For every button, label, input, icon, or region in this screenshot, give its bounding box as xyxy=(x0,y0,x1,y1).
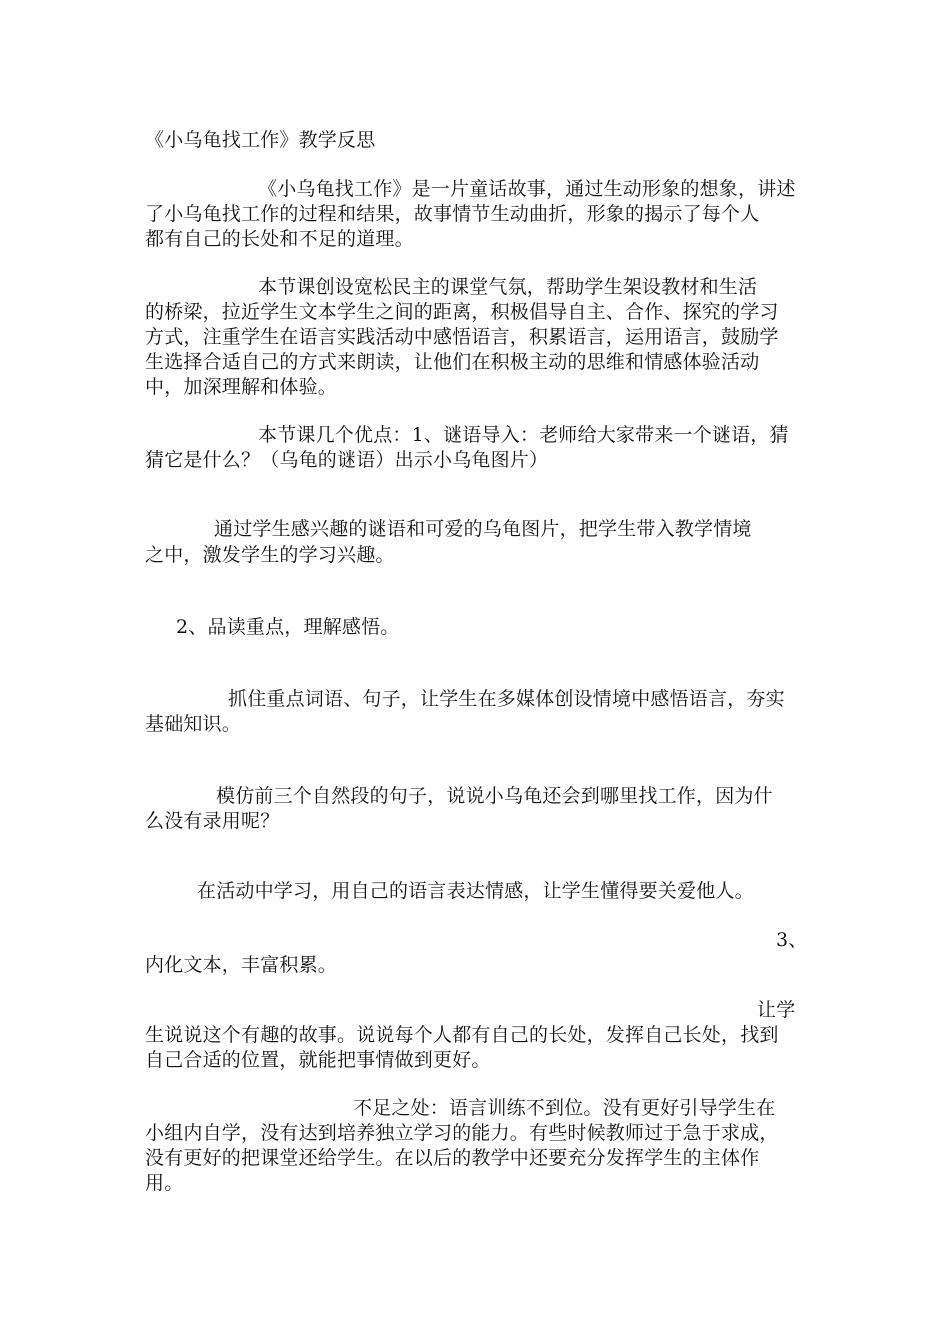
paragraph-line: 本节课创设宽松民主的课堂气氛，帮助学生架设教材和生活 xyxy=(258,276,758,298)
paragraph-line: 模仿前三个自然段的句子，说说小乌龟还会到哪里找工作，因为什 xyxy=(216,785,773,807)
paragraph-line: 抓住重点词语、句子，让学生在多媒体创设情境中感悟语言，夯实 xyxy=(228,688,785,710)
paragraph-line: 2、品读重点，理解感悟。 xyxy=(176,616,400,638)
paragraph-line: 小组内自学，没有达到培养独立学习的能力。有些时候教师过于急于求成， xyxy=(145,1122,779,1144)
paragraph-line: 的桥梁，拉近学生文本学生之间的距离，积极倡导自主、合作、探究的学习 xyxy=(145,301,779,323)
paragraph-line: 没有更好的把课堂还给学生。在以后的教学中还要充分发挥学生的主体作 xyxy=(145,1147,760,1169)
paragraph-line: 么没有录用呢？ xyxy=(145,810,280,832)
paragraph-line: 本节课几个优点：1、谜语导入：老师给大家带来一个谜语，猜 xyxy=(258,424,789,446)
paragraph-line: 都有自己的长处和不足的道理。 xyxy=(145,228,414,250)
paragraph-line: 生选择合适自己的方式来朗读，让他们在积极主动的思维和情感体验活动 xyxy=(145,351,760,373)
paragraph-line: 通过学生感兴趣的谜语和可爱的乌龟图片，把学生带入教学情境 xyxy=(214,518,752,540)
paragraph-line: 生说说这个有趣的故事。说说每个人都有自己的长处，发挥自己长处，找到 xyxy=(145,1024,779,1046)
paragraph-line: 方式，注重学生在语言实践活动中感悟语言，积累语言，运用语言，鼓励学 xyxy=(145,326,779,348)
paragraph-line: 内化文本，丰富积累。 xyxy=(145,954,338,976)
paragraph-line: 中，加深理解和体验。 xyxy=(145,376,338,398)
paragraph-line: 3、 xyxy=(776,929,808,951)
paragraph-line: 《小乌龟找工作》是一片童话故事，通过生动形象的想象，讲述 xyxy=(258,178,796,200)
paragraph-line: 基础知识。 xyxy=(145,713,242,735)
paragraph-line: 不足之处：语言训练不到位。没有更好引导学生在 xyxy=(353,1097,776,1119)
paragraph-line: 在活动中学习，用自己的语言表达情感，让学生懂得要关爱他人。 xyxy=(197,880,754,902)
paragraph-line: 之中，激发学生的学习兴趣。 xyxy=(145,544,395,566)
paragraph-line: 自己合适的位置，就能把事情做到更好。 xyxy=(145,1049,491,1071)
document-title: 《小乌龟找工作》教学反思 xyxy=(145,129,376,151)
paragraph-line: 让学 xyxy=(757,999,796,1021)
paragraph-line: 用。 xyxy=(145,1172,184,1194)
paragraph-line: 了小乌龟找工作的过程和结果，故事情节生动曲折，形象的揭示了每个人 xyxy=(145,203,760,225)
paragraph-line: 猜它是什么？（乌龟的谜语）出示小乌龟图片） xyxy=(145,449,549,471)
